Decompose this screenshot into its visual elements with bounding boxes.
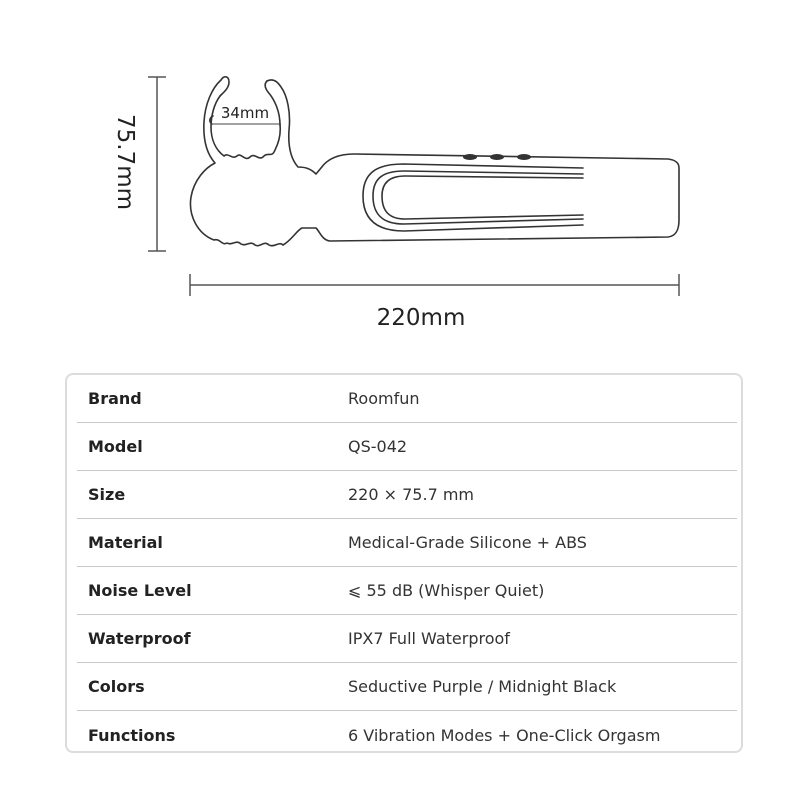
spec-value: Roomfun bbox=[348, 389, 420, 408]
spec-label: Material bbox=[88, 533, 163, 552]
control-buttons bbox=[463, 154, 531, 160]
product-dimension-diagram bbox=[0, 0, 800, 360]
spec-value: QS-042 bbox=[348, 437, 408, 456]
spec-value: ⩽ 55 dB (Whisper Quiet) bbox=[348, 581, 545, 600]
spec-row-colors bbox=[77, 663, 737, 711]
spec-row-brand bbox=[77, 375, 737, 423]
spec-label: Colors bbox=[88, 677, 145, 696]
ring-dimension-label: 34mm bbox=[220, 104, 270, 122]
spec-row-model bbox=[77, 423, 737, 471]
spec-table-card bbox=[65, 373, 743, 753]
spec-label: Size bbox=[88, 485, 126, 504]
spec-value: 220 × 75.7 mm bbox=[348, 485, 474, 504]
spec-row-material bbox=[77, 519, 737, 567]
height-dimension-label: 75.7mm bbox=[112, 114, 138, 211]
spec-row-noise-level bbox=[77, 567, 737, 615]
spec-value: Seductive Purple / Midnight Black bbox=[348, 677, 617, 696]
spec-value: IPX7 Full Waterproof bbox=[348, 629, 510, 648]
spec-label: Model bbox=[88, 437, 143, 456]
spec-label: Waterproof bbox=[88, 629, 191, 648]
spec-row-waterproof bbox=[77, 615, 737, 663]
spec-label: Brand bbox=[88, 389, 142, 408]
spec-row-size bbox=[77, 471, 737, 519]
spec-label: Functions bbox=[88, 725, 176, 745]
spec-value: Medical-Grade Silicone + ABS bbox=[348, 533, 587, 552]
height-dimension-line bbox=[148, 77, 166, 251]
spec-label: Noise Level bbox=[88, 581, 192, 600]
length-dimension-label: 220mm bbox=[376, 305, 466, 331]
spec-row-functions bbox=[77, 711, 737, 759]
product-outline bbox=[190, 77, 679, 246]
length-dimension-line bbox=[190, 274, 679, 296]
spec-table bbox=[77, 375, 737, 759]
spec-value: 6 Vibration Modes + One-Click Orgasm bbox=[348, 725, 661, 745]
